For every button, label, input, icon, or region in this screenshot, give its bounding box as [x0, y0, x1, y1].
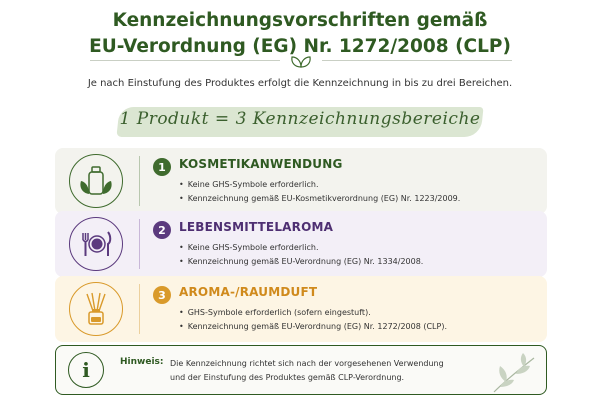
list-item: • Kennzeichnung gemäß EU-Verordnung (EG) Nr. 1272/2008 (CLP). — [179, 320, 447, 334]
hint-text-line-1: Die Kennzeichnung richtet sich nach der vorgesehenen Verwendung — [170, 359, 444, 368]
list-item: • Keine GHS-Symbole erforderlich. — [179, 241, 423, 255]
intro-text: Je nach Einstufung des Produktes erfolgt die Kennzeichnung in bis zu drei Bereichen. — [87, 78, 513, 89]
card-bullet-list — [179, 241, 423, 269]
card-lebensmittelaroma — [55, 211, 547, 277]
hint-label: Hinweis: — [120, 357, 164, 367]
card-title: AROMA-/RAUMDUFT — [179, 285, 318, 299]
reed-diffuser-icon — [69, 282, 123, 336]
list-item: • Kennzeichnung gemäß EU-Verordnung (EG) Nr. 1334/2008. — [179, 255, 423, 269]
card-number-badge: 2 — [153, 221, 171, 239]
separator-right — [322, 60, 512, 61]
title-line-1: Kennzeichnungsvorschriften gemäß — [112, 10, 488, 31]
card-bullet-list — [179, 178, 460, 206]
separator-left — [90, 60, 280, 61]
card-number-badge: 1 — [153, 158, 171, 176]
list-item: • Keine GHS-Symbole erforderlich. — [179, 178, 460, 192]
leaf-ornament-icon — [289, 53, 313, 69]
list-item: • Kennzeichnung gemäß EU-Kosmetikverordnung (EG) Nr. 1223/2009. — [179, 192, 460, 206]
card-kosmetikanwendung — [55, 148, 547, 214]
fork-plate-knife-icon — [69, 217, 123, 271]
list-item: • GHS-Symbole erforderlich (sofern eingestuft). — [179, 306, 447, 320]
card-divider — [139, 219, 140, 269]
hint-box — [55, 345, 547, 395]
title-line-2: EU-Verordnung (EG) Nr. 1272/2008 (CLP) — [89, 36, 511, 57]
card-bullet-list — [179, 306, 447, 334]
card-divider — [139, 156, 140, 206]
hint-text-line-2: und der Einstufung des Produktes gemäß CLP-Verordnung. — [170, 373, 405, 382]
motto-text: 1 Produkt = 3 Kennzeichnungsbereiche — [119, 109, 481, 129]
card-divider — [139, 284, 140, 334]
hint-text — [170, 357, 490, 385]
leaf-branch-icon — [486, 352, 542, 394]
cosmetic-bottle-leaves-icon — [69, 154, 123, 208]
card-title: KOSMETIKANWENDUNG — [179, 157, 343, 171]
card-number-badge: 3 — [153, 286, 171, 304]
card-aroma-raumduft — [55, 276, 547, 342]
info-icon: i — [68, 352, 104, 388]
card-title: LEBENSMITTELAROMA — [179, 220, 334, 234]
